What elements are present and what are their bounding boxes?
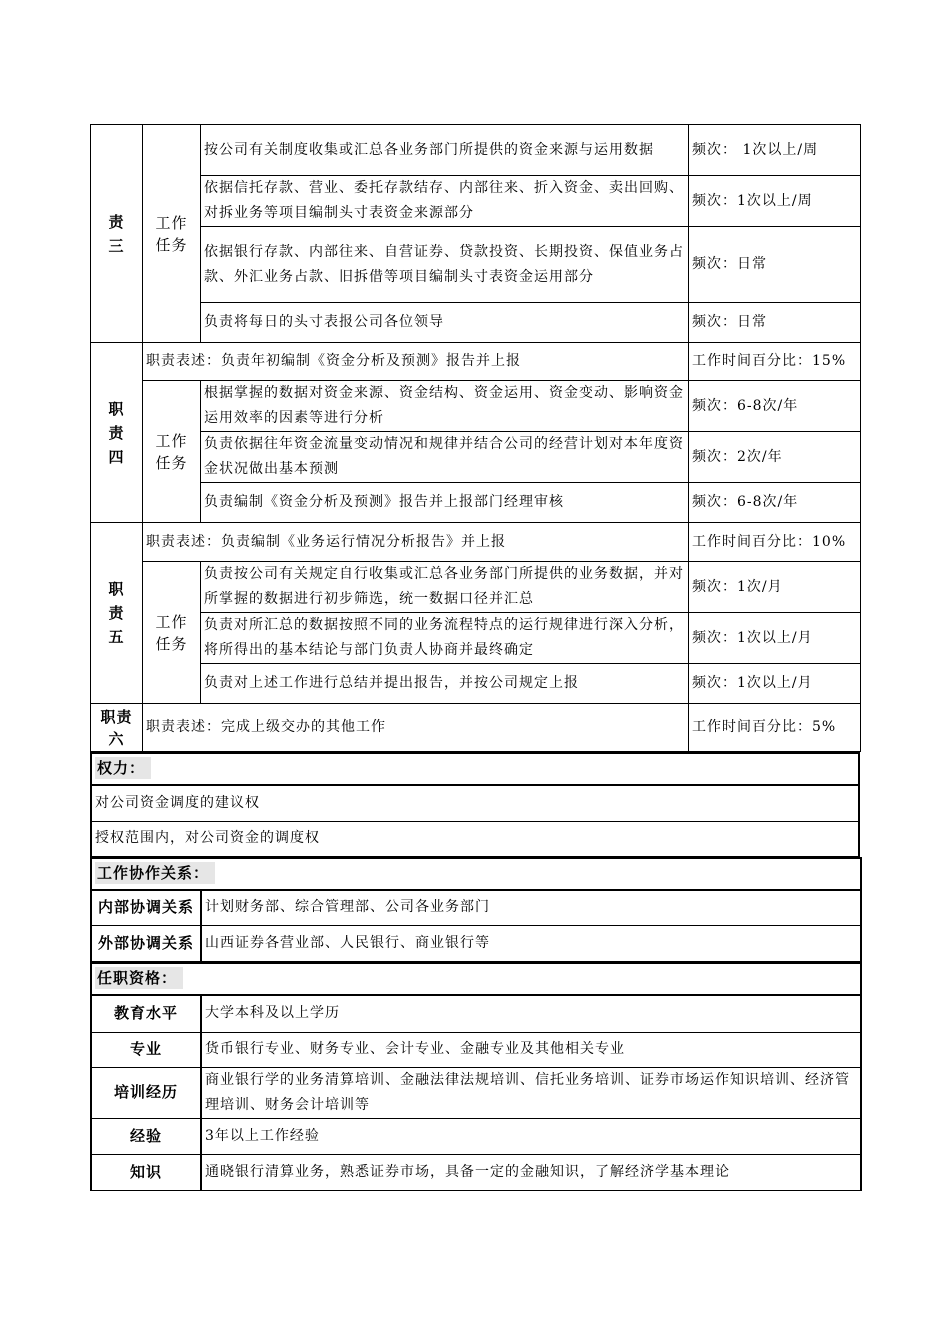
- duty5-task-row: [91, 562, 861, 613]
- duties-table: [90, 124, 861, 752]
- task-label-line: 任务: [155, 235, 188, 254]
- task-frequency: 频次：1次/月: [689, 562, 861, 613]
- qualification-label: 培训经历: [91, 1067, 201, 1118]
- relation-value: 计划财务部、综合管理部、公司各业务部门: [201, 890, 861, 926]
- qualification-value: 3年以上工作经验: [201, 1118, 861, 1154]
- qualifications-heading-text: 任职资格：: [95, 967, 183, 989]
- relation-label: 内部协调关系: [91, 890, 201, 926]
- relations-table: [90, 857, 862, 963]
- task-text: 负责将每日的头寸表报公司各位领导: [201, 303, 689, 343]
- duty6-label-line: 职责: [100, 707, 133, 726]
- duty3-task-row: [91, 176, 861, 227]
- task-frequency: 频次：6-8次/年: [689, 483, 861, 523]
- qualification-label: 专业: [91, 1032, 201, 1067]
- duty4-statement: 职责表述：负责年初编制《资金分析及预测》报告并上报: [143, 343, 689, 381]
- authority-table: [90, 752, 860, 857]
- task-frequency: 频次：2次/年: [689, 432, 861, 483]
- task-label-line: 任务: [155, 453, 188, 472]
- task-frequency: 频次：6-8次/年: [689, 381, 861, 432]
- authority-item: 对公司资金调度的建议权: [91, 785, 859, 821]
- duty4-task-row: [91, 483, 861, 523]
- authority-item: 授权范围内，对公司资金的调度权: [91, 821, 859, 856]
- duty4-label-line: 职: [108, 399, 125, 418]
- task-text: 依据银行存款、内部往来、自营证券、贷款投资、长期投资、保值业务占款、外汇业务占款、旧拆借等项目编制头寸表资金运用部分: [201, 227, 689, 303]
- task-frequency: 频次：日常: [689, 303, 861, 343]
- duty5-statement: 职责表述：负责编制《业务运行情况分析报告》并上报: [143, 523, 689, 562]
- duty5-task-label: [143, 562, 201, 704]
- qualification-label: 教育水平: [91, 995, 201, 1032]
- task-text: 按公司有关制度收集或汇总各业务部门所提供的资金来源与运用数据: [201, 125, 689, 176]
- task-frequency: 频次：1次以上/月: [689, 613, 861, 664]
- qualification-label: 知识: [91, 1154, 201, 1190]
- duty4-task-label: [143, 381, 201, 523]
- task-text: 负责编制《资金分析及预测》报告并上报部门经理审核: [201, 483, 689, 523]
- duty3-label: [91, 125, 143, 343]
- task-label-line: 工作: [155, 612, 188, 631]
- duty5-label-line: 职: [108, 580, 125, 598]
- duty5-label: [91, 523, 143, 704]
- duty3-label-line: 责: [108, 212, 125, 231]
- duty6-label-line: 六: [108, 729, 125, 748]
- duty3-task-row: [91, 303, 861, 343]
- job-description-page: [90, 124, 860, 1191]
- duty3-task-label: [143, 125, 201, 343]
- task-text: 根据掌握的数据对资金来源、资金结构、资金运用、资金变动、影响资金运用效率的因素等进行分析: [201, 381, 689, 432]
- authority-heading: [91, 753, 859, 785]
- qualification-value: 商业银行学的业务清算培训、金融法律法规培训、信托业务培训、证券市场运作知识培训、经济管理培训、财务会计培训等: [201, 1067, 861, 1118]
- duty4-task-row: [91, 381, 861, 432]
- duty6-row: [91, 704, 861, 752]
- qualification-value: 大学本科及以上学历: [201, 995, 861, 1032]
- duty6-label: [91, 704, 143, 752]
- task-frequency: 频次：1次以上/月: [689, 664, 861, 704]
- task-text: 负责对所汇总的数据按照不同的业务流程特点的运行规律进行深入分析，将所得出的基本结论与部门负责人协商并最终确定: [201, 613, 689, 664]
- duty3-task-row: [91, 125, 861, 176]
- duty4-label-line: 责: [108, 423, 125, 442]
- duty3-task-row: [91, 227, 861, 303]
- task-text: 依据信托存款、营业、委托存款结存、内部往来、折入资金、卖出回购、对拆业务等项目编制头寸表资金来源部分: [201, 176, 689, 227]
- relations-heading-text: 工作协作关系：: [95, 862, 215, 884]
- qualification-value: 通晓银行清算业务，熟悉证券市场，具备一定的金融知识，了解经济学基本理论: [201, 1154, 861, 1190]
- duty5-task-row: [91, 613, 861, 664]
- qualifications-heading: [91, 963, 861, 995]
- task-frequency: 频次：1次以上/周: [689, 176, 861, 227]
- task-frequency: 频次： 1次以上/周: [689, 125, 861, 176]
- task-text: 负责依据往年资金流量变动情况和规律并结合公司的经营计划对本年度资金状况做出基本预测: [201, 432, 689, 483]
- task-label-line: 工作: [155, 431, 188, 450]
- relation-value: 山西证券各营业部、人民银行、商业银行等: [201, 926, 861, 962]
- duty4-task-row: [91, 432, 861, 483]
- duty6-time-percentage: 工作时间百分比：5%: [689, 704, 861, 752]
- task-label-line: 工作: [155, 213, 188, 232]
- duty6-statement: 职责表述：完成上级交办的其他工作: [143, 704, 689, 752]
- duty4-time-percentage: 工作时间百分比：15%: [689, 343, 861, 381]
- duty4-label-line: 四: [108, 447, 125, 466]
- authority-heading-text: 权力：: [95, 757, 151, 779]
- qualification-label: 经验: [91, 1118, 201, 1154]
- qualifications-table: [90, 962, 862, 1191]
- task-text: 负责对上述工作进行总结并提出报告，并按公司规定上报: [201, 664, 689, 704]
- relation-label: 外部协调关系: [91, 926, 201, 962]
- duty3-label-line: 三: [108, 236, 125, 255]
- relations-heading: [91, 858, 861, 890]
- duty5-label-line: 责: [108, 604, 125, 622]
- qualification-value: 货币银行专业、财务专业、会计专业、金融专业及其他相关专业: [201, 1032, 861, 1067]
- duty5-label-line: 五: [108, 628, 125, 646]
- duty5-task-row: [91, 664, 861, 704]
- task-text: 负责按公司有关规定自行收集或汇总各业务部门所提供的业务数据，并对所掌握的数据进行初步筛选，统一数据口径并汇总: [201, 562, 689, 613]
- task-frequency: 频次：日常: [689, 227, 861, 303]
- duty5-statement-row: [91, 523, 861, 562]
- duty5-time-percentage: 工作时间百分比：10%: [689, 523, 861, 562]
- duty4-label: [91, 343, 143, 523]
- duty4-statement-row: [91, 343, 861, 381]
- task-label-line: 任务: [155, 634, 188, 653]
